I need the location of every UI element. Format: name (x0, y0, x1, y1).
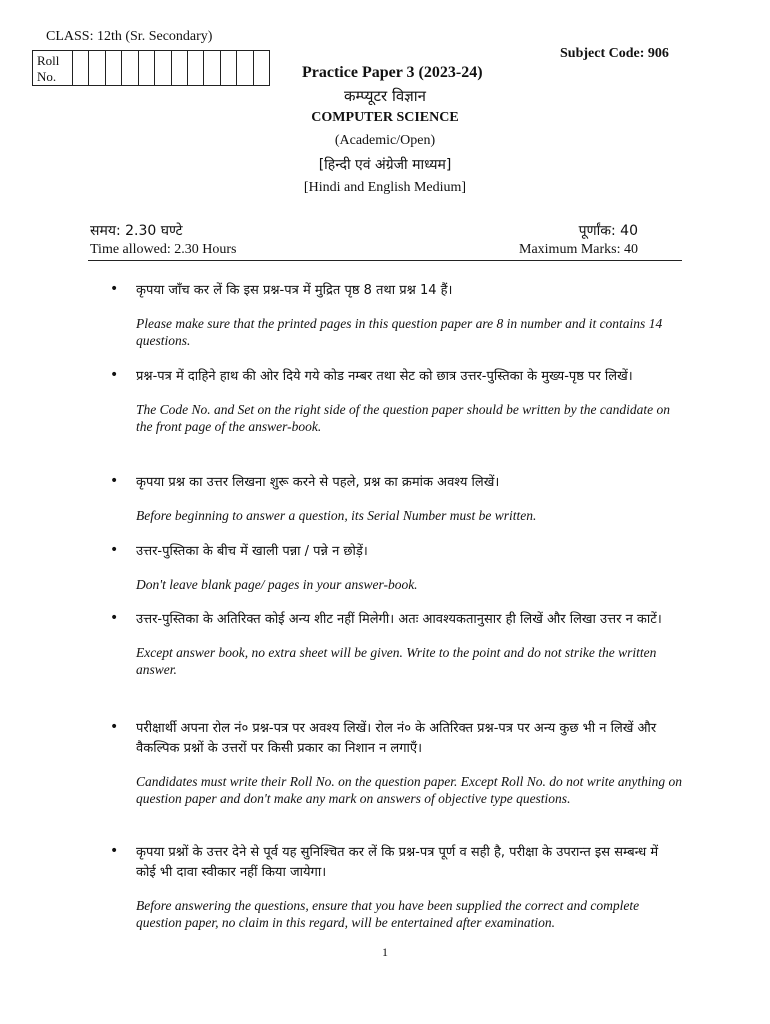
instruction-item (110, 610, 682, 678)
instruction-hindi: उत्तर-पुस्तिका के बीच में खाली पन्ना / पन्ने न छोड़ें। (136, 544, 368, 559)
marks-hindi: पूर्णांक: 40 (578, 223, 638, 239)
roll-digit-cell (188, 51, 204, 85)
stream-label: (Academic/Open) (334, 133, 436, 148)
bullet-icon: • (110, 367, 119, 383)
medium-hindi: [हिन्दी एवं अंग्रेजी माध्यम] (318, 157, 452, 173)
instruction-english: Before beginning to answer a question, its Serial Number must be written. (136, 508, 537, 523)
subject-hindi: कम्प्यूटर विज्ञान (343, 87, 427, 105)
instruction-hindi: कृपया जाँच कर लें कि इस प्रश्न-पत्र में मुद्रित पृष्ठ 8 तथा प्रश्न 14 हैं। (136, 283, 453, 298)
roll-digit-cell (204, 51, 220, 85)
instruction-item (110, 281, 682, 349)
instruction-hindi: कृपया प्रश्नों के उत्तर देने से पूर्व यह सुनिश्चित कर लें कि प्रश्न-पत्र पूर्ण व सही है, परीक्षा के उपरान्त इस सम्बन्ध में कोई भी दावा स्वीकार नहीं किया जायेगा। (136, 845, 659, 880)
instruction-english: Don't leave blank page/ pages in your answer-book. (136, 577, 418, 592)
instruction-item (110, 843, 682, 931)
bullet-icon: • (110, 843, 119, 859)
instruction-english: Please make sure that the printed pages in this question paper are 8 in number and it contains 14 questions. (136, 316, 663, 348)
instruction-hindi: परीक्षार्थी अपना रोल नं० प्रश्न-पत्र पर अवश्य लिखें। रोल नं० के अतिरिक्त प्रश्न-पत्र पर अन्य कुछ भी न लिखें और वैकल्पिक प्रश्नों के उत्तरों पर किसी प्रकार का निशान न लगाएँ। (136, 721, 657, 756)
subject-name: COMPUTER SCIENCE (311, 110, 459, 125)
paper-title: Practice Paper 3 (2023-24) (302, 64, 483, 81)
bullet-icon: • (110, 542, 119, 558)
roll-label-line-1: Roll (37, 53, 60, 68)
instruction-item (110, 719, 682, 807)
roll-digit-cell (139, 51, 155, 85)
instruction-english: The Code No. and Set on the right side of the question paper should be written by the candidate on the front page of the answer-book. (136, 402, 670, 434)
roll-digit-cell (89, 51, 105, 85)
medium-english: [Hindi and English Medium] (303, 180, 467, 195)
roll-digit-cell (73, 51, 89, 85)
page-number: 1 (382, 945, 388, 959)
header-divider (88, 260, 682, 261)
bullet-icon: • (110, 610, 119, 626)
instruction-hindi: प्रश्न-पत्र में दाहिने हाथ की ओर दिये गये कोड नम्बर तथा सेट को छात्र उत्तर-पुस्तिका के मुख्य-पृष्ठ पर लिखें। (136, 369, 633, 384)
roll-digit-cell (122, 51, 138, 85)
instruction-english: Except answer book, no extra sheet will be given. Write to the point and do not strike the written answer. (136, 645, 657, 677)
roll-number-box (32, 50, 270, 86)
marks-english: Maximum Marks: 40 (519, 242, 638, 257)
roll-label-line-2: No. (37, 69, 57, 84)
instruction-hindi: उत्तर-पुस्तिका के अतिरिक्त कोई अन्य शीट नहीं मिलेगी। अतः आवश्यकतानुसार ही लिखें और लिखा उत्तर न काटें। (136, 612, 662, 627)
time-hindi: समय: 2.30 घण्टे (90, 223, 183, 239)
roll-digit-cell (172, 51, 188, 85)
class-line: CLASS: 12th (Sr. Secondary) (46, 29, 213, 44)
time-english: Time allowed: 2.30 Hours (90, 242, 237, 257)
roll-digit-cell (106, 51, 122, 85)
instruction-hindi: कृपया प्रश्न का उत्तर लिखना शुरू करने से पहले, प्रश्न का क्रमांक अवश्य लिखें। (136, 475, 500, 490)
roll-digit-cell (155, 51, 171, 85)
subject-code: Subject Code: 906 (560, 46, 669, 61)
instruction-item (110, 473, 682, 524)
roll-digit-cell (254, 51, 269, 85)
bullet-icon: • (110, 473, 119, 489)
bullet-icon: • (110, 719, 119, 735)
instruction-english: Candidates must write their Roll No. on the question paper. Except Roll No. do not write anything on question paper and don't make any mark on answers of objective type questions. (136, 774, 682, 806)
roll-digit-cell (221, 51, 237, 85)
instruction-item (110, 367, 682, 435)
instruction-english: Before answering the questions, ensure that you have been supplied the correct and complete question paper, no claim in this regard, will be entertained after examination. (136, 898, 640, 930)
roll-digit-cell (237, 51, 253, 85)
bullet-icon: • (110, 281, 119, 297)
instruction-item (110, 542, 682, 593)
roll-label (33, 51, 73, 85)
